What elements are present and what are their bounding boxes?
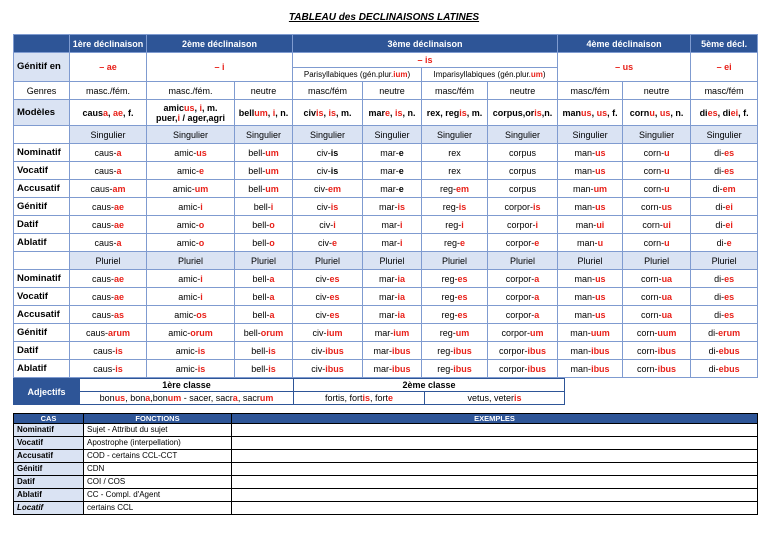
classe2-example-fortis: fortis, fortis, forte [294, 392, 425, 405]
singulier-label: Singulier [691, 126, 758, 144]
cas-name: Datif [14, 476, 84, 489]
form-cell: civ-es [293, 270, 363, 288]
form-cell: civ-e [293, 234, 363, 252]
form-cell: amic-i [147, 288, 235, 306]
decl4-header: 4ème déclinaison [558, 35, 691, 53]
form-cell: di-ebus [691, 342, 758, 360]
singulier-label: Singulier [623, 126, 691, 144]
section-gap [14, 252, 70, 270]
adjectifs-table [13, 378, 565, 405]
form-cell: reg-e [422, 234, 488, 252]
form-cell: man-ui [558, 216, 623, 234]
singulier-label: Singulier [422, 126, 488, 144]
form-cell: corpor-a [488, 306, 558, 324]
case-row [14, 306, 758, 324]
form-cell: bell-is [235, 342, 293, 360]
cas-fonction: CC - Compl. d'Agent [84, 489, 232, 502]
form-cell: civ-es [293, 306, 363, 324]
form-cell: mar-ia [363, 270, 422, 288]
cas-row [14, 424, 758, 437]
form-cell: di-ebus [691, 360, 758, 378]
form-cell: reg-i [422, 216, 488, 234]
form-cell: reg-ibus [422, 360, 488, 378]
cas-row [14, 450, 758, 463]
case-label: Datif [14, 216, 70, 234]
genitif-decl4: – us [558, 53, 691, 82]
form-cell: corpor-um [488, 324, 558, 342]
case-row [14, 180, 758, 198]
case-row [14, 324, 758, 342]
form-cell: bell-orum [235, 324, 293, 342]
form-cell: di-ei [691, 198, 758, 216]
genre-cell: masc/fém [558, 82, 623, 100]
modele-cell: bellum, i, n. [235, 100, 293, 126]
form-cell: caus-ae [70, 216, 147, 234]
form-cell: civ-ibus [293, 360, 363, 378]
form-cell: amic-is [147, 360, 235, 378]
cas-fonction: COI / COS [84, 476, 232, 489]
pluriel-label: Pluriel [691, 252, 758, 270]
form-cell: corpor-ibus [488, 342, 558, 360]
genre-cell: neutre [488, 82, 558, 100]
cas-exemple [232, 502, 758, 515]
cas-name: Nominatif [14, 424, 84, 437]
form-cell: corn-u [623, 162, 691, 180]
decl5-header: 5ème décl. [691, 35, 758, 53]
cas-fonction: Apostrophe (interpellation) [84, 437, 232, 450]
genre-cell: masc/fém [422, 82, 488, 100]
pluriel-label: Pluriel [623, 252, 691, 270]
form-cell: corn-ua [623, 270, 691, 288]
exemples-header: EXEMPLES [232, 414, 758, 424]
form-cell: man-ibus [558, 360, 623, 378]
decl2-header: 2ème déclinaison [147, 35, 293, 53]
cas-exemple [232, 489, 758, 502]
form-cell: reg-is [422, 198, 488, 216]
cas-row [14, 463, 758, 476]
form-cell: corn-u [623, 234, 691, 252]
case-label: Ablatif [14, 234, 70, 252]
form-cell: amic-i [147, 270, 235, 288]
cas-exemple [232, 463, 758, 476]
pluriel-label: Pluriel [70, 252, 147, 270]
genitif-decl1: – ae [70, 53, 147, 82]
singulier-label: Singulier [558, 126, 623, 144]
genitif-decl2: – i [147, 53, 293, 82]
form-cell: bell-a [235, 270, 293, 288]
form-cell: civ-is [293, 162, 363, 180]
cas-fonction: certains CCL [84, 502, 232, 515]
cas-exemple [232, 424, 758, 437]
genre-cell: masc./fém. [147, 82, 235, 100]
form-cell: di-em [691, 180, 758, 198]
form-cell: amic-us [147, 144, 235, 162]
pluriel-label: Pluriel [293, 252, 363, 270]
form-cell: bell-um [235, 180, 293, 198]
form-cell: corpor-a [488, 270, 558, 288]
form-cell: di-es [691, 270, 758, 288]
case-row [14, 288, 758, 306]
adjectifs-label: Adjectifs [14, 379, 80, 405]
form-cell: corpor-i [488, 216, 558, 234]
case-label: Génitif [14, 198, 70, 216]
form-cell: di-es [691, 288, 758, 306]
form-cell: caus-ae [70, 198, 147, 216]
case-row [14, 234, 758, 252]
form-cell: reg-es [422, 306, 488, 324]
decl3-header: 3ème déclinaison [293, 35, 558, 53]
modele-cell: causa, ae, f. [70, 100, 147, 126]
form-cell: amic-is [147, 342, 235, 360]
form-cell: di-e [691, 234, 758, 252]
modele-cell: rex, regis, m. [422, 100, 488, 126]
pluriel-label: Pluriel [422, 252, 488, 270]
form-cell: amic-os [147, 306, 235, 324]
singulier-label: Singulier [293, 126, 363, 144]
cas-exemple [232, 476, 758, 489]
form-cell: di-es [691, 162, 758, 180]
modele-cell: manus, us, f. [558, 100, 623, 126]
parisyllabiques-label: Parisyllabiques (gén.plur.ium) [293, 68, 422, 82]
case-label: Vocatif [14, 162, 70, 180]
form-cell: corpor-e [488, 234, 558, 252]
form-cell: di-erum [691, 324, 758, 342]
fonctions-header: FONCTIONS [84, 414, 232, 424]
form-cell: bell-is [235, 360, 293, 378]
form-cell: corpus [488, 144, 558, 162]
form-cell: caus-is [70, 360, 147, 378]
form-cell: civ-is [293, 144, 363, 162]
form-cell: mar-e [363, 180, 422, 198]
pluriel-label: Pluriel [363, 252, 422, 270]
form-cell: corn-u [623, 180, 691, 198]
form-cell: mar-i [363, 234, 422, 252]
case-label: Vocatif [14, 288, 70, 306]
case-label: Accusatif [14, 180, 70, 198]
form-cell: man-us [558, 144, 623, 162]
classe1-header: 1ère classe [80, 379, 294, 392]
modeles-label: Modèles [14, 100, 70, 126]
form-cell: caus-as [70, 306, 147, 324]
form-cell: civ-es [293, 288, 363, 306]
classe2-example-vetus: vetus, veteris [425, 392, 565, 405]
form-cell: mar-ibus [363, 342, 422, 360]
form-cell: caus-ae [70, 270, 147, 288]
pluriel-label: Pluriel [488, 252, 558, 270]
modele-cell: corpus,oris,n. [488, 100, 558, 126]
genre-cell: masc/fém [691, 82, 758, 100]
form-cell: mar-is [363, 198, 422, 216]
form-cell: corn-ibus [623, 360, 691, 378]
genre-cell: neutre [623, 82, 691, 100]
cas-header: CAS [14, 414, 84, 424]
case-row [14, 162, 758, 180]
form-cell: reg-ibus [422, 342, 488, 360]
form-cell: man-us [558, 288, 623, 306]
form-cell: rex [422, 144, 488, 162]
cas-row [14, 476, 758, 489]
form-cell: caus-a [70, 162, 147, 180]
case-row [14, 144, 758, 162]
modele-cell: cornu, us, n. [623, 100, 691, 126]
form-cell: corpor-ibus [488, 360, 558, 378]
corner-cell [14, 35, 70, 53]
cas-row [14, 502, 758, 515]
case-row [14, 216, 758, 234]
form-cell: amic-e [147, 162, 235, 180]
form-cell: reg-es [422, 288, 488, 306]
form-cell: reg-um [422, 324, 488, 342]
cas-name: Ablatif [14, 489, 84, 502]
form-cell: di-es [691, 144, 758, 162]
singulier-label: Singulier [147, 126, 235, 144]
decl1-header: 1ère déclinaison [70, 35, 147, 53]
form-cell: bell-um [235, 162, 293, 180]
form-cell: corpor-is [488, 198, 558, 216]
cas-exemple [232, 437, 758, 450]
form-cell: civ-is [293, 198, 363, 216]
form-cell: mar-ia [363, 288, 422, 306]
case-row [14, 342, 758, 360]
genres-label: Genres [14, 82, 70, 100]
form-cell: bell-i [235, 198, 293, 216]
genre-cell: masc./fém. [70, 82, 147, 100]
case-label: Génitif [14, 324, 70, 342]
form-cell: amic-o [147, 216, 235, 234]
form-cell: corn-us [623, 198, 691, 216]
form-cell: amic-i [147, 198, 235, 216]
singulier-label: Singulier [488, 126, 558, 144]
section-gap [14, 126, 70, 144]
form-cell: reg-es [422, 270, 488, 288]
form-cell: di-es [691, 306, 758, 324]
declension-table [13, 34, 758, 378]
form-cell: civ-ibus [293, 342, 363, 360]
form-cell: corn-uum [623, 324, 691, 342]
form-cell: bell-um [235, 144, 293, 162]
genre-cell: masc/fém [293, 82, 363, 100]
cas-exemple [232, 450, 758, 463]
form-cell: mar-ibus [363, 360, 422, 378]
form-cell: caus-arum [70, 324, 147, 342]
cas-name: Génitif [14, 463, 84, 476]
genitif-decl3: – is [293, 53, 558, 68]
cas-fonction: Sujet - Attribut du sujet [84, 424, 232, 437]
form-cell: mar-i [363, 216, 422, 234]
case-label: Nominatif [14, 144, 70, 162]
form-cell: mar-e [363, 144, 422, 162]
form-cell: bell-o [235, 216, 293, 234]
genitif-decl5: – ei [691, 53, 758, 82]
modele-cell: dies, diei, f. [691, 100, 758, 126]
form-cell: caus-is [70, 342, 147, 360]
cas-functions-table [13, 413, 758, 515]
form-cell: man-us [558, 162, 623, 180]
form-cell: bell-o [235, 234, 293, 252]
form-cell: corpus [488, 180, 558, 198]
case-row [14, 270, 758, 288]
form-cell: corn-ua [623, 288, 691, 306]
form-cell: civ-em [293, 180, 363, 198]
pluriel-label: Pluriel [147, 252, 235, 270]
cas-name: Vocatif [14, 437, 84, 450]
cas-row [14, 489, 758, 502]
case-label: Datif [14, 342, 70, 360]
genitif-label: Génitif en [14, 53, 70, 82]
pluriel-label: Pluriel [558, 252, 623, 270]
page-title: TABLEAU des DECLINAISONS LATINES [288, 12, 480, 23]
form-cell: caus-am [70, 180, 147, 198]
form-cell: civ-ium [293, 324, 363, 342]
form-cell: caus-a [70, 144, 147, 162]
form-cell: man-uum [558, 324, 623, 342]
form-cell: amic-o [147, 234, 235, 252]
case-label: Ablatif [14, 360, 70, 378]
form-cell: di-ei [691, 216, 758, 234]
genre-cell: neutre [235, 82, 293, 100]
form-cell: reg-em [422, 180, 488, 198]
cas-fonction: COD - certains CCL-CCT [84, 450, 232, 463]
form-cell: bell-a [235, 288, 293, 306]
form-cell: man-us [558, 270, 623, 288]
form-cell: mar-e [363, 162, 422, 180]
form-cell: corpus [488, 162, 558, 180]
form-cell: caus-ae [70, 288, 147, 306]
form-cell: man-us [558, 198, 623, 216]
form-cell: civ-i [293, 216, 363, 234]
form-cell: bell-a [235, 306, 293, 324]
form-cell: amic-orum [147, 324, 235, 342]
case-row [14, 360, 758, 378]
singulier-label: Singulier [70, 126, 147, 144]
form-cell: man-um [558, 180, 623, 198]
form-cell: corpor-a [488, 288, 558, 306]
cas-row [14, 437, 758, 450]
modele-cell: mare, is, n. [363, 100, 422, 126]
singulier-label: Singulier [363, 126, 422, 144]
form-cell: man-ibus [558, 342, 623, 360]
genre-cell: neutre [363, 82, 422, 100]
cas-fonction: CDN [84, 463, 232, 476]
classe1-examples: bonus, bona,bonum - sacer, sacra, sacrum [80, 392, 294, 405]
form-cell: corn-ui [623, 216, 691, 234]
cas-name: Accusatif [14, 450, 84, 463]
cas-name: Locatif [14, 502, 84, 515]
form-cell: corn-ibus [623, 342, 691, 360]
form-cell: rex [422, 162, 488, 180]
modele-cell: amicus, i, m. puer,i / ager,agri [147, 100, 235, 126]
pluriel-label: Pluriel [235, 252, 293, 270]
case-label: Accusatif [14, 306, 70, 324]
form-cell: man-us [558, 306, 623, 324]
form-cell: mar-ia [363, 306, 422, 324]
form-cell: man-u [558, 234, 623, 252]
form-cell: corn-u [623, 144, 691, 162]
form-cell: mar-ium [363, 324, 422, 342]
form-cell: corn-ua [623, 306, 691, 324]
form-cell: amic-um [147, 180, 235, 198]
case-label: Nominatif [14, 270, 70, 288]
case-row [14, 198, 758, 216]
classe2-header: 2ème classe [294, 379, 565, 392]
imparisyllabiques-label: Imparisyllabiques (gén.plur.um) [422, 68, 558, 82]
form-cell: caus-a [70, 234, 147, 252]
singulier-label: Singulier [235, 126, 293, 144]
modele-cell: civis, is, m. [293, 100, 363, 126]
